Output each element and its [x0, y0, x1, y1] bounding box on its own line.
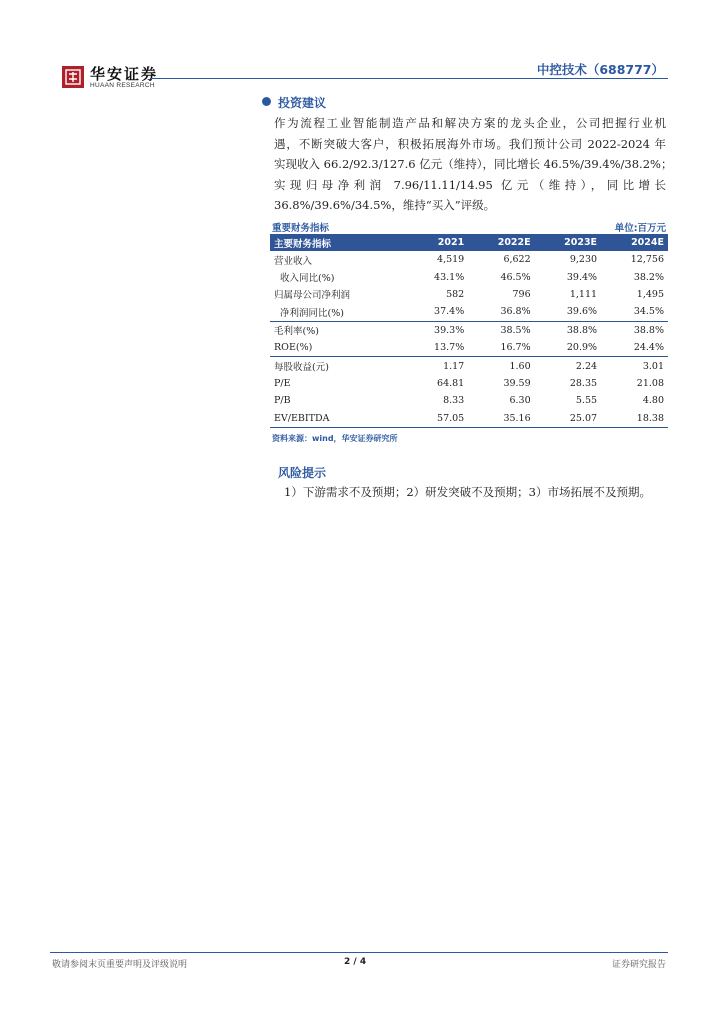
table-cell: 34.5% — [633, 306, 664, 318]
row-label: 营业收入 — [274, 255, 313, 267]
table-row — [270, 339, 668, 357]
table-row — [270, 286, 668, 303]
table-unit: 单位:百万元 — [614, 223, 666, 234]
section-title: 投资建议 — [278, 96, 327, 110]
table-cell: 20.9% — [566, 342, 598, 354]
table-cell: 5.55 — [575, 395, 598, 407]
table-cell: 4.80 — [642, 395, 664, 407]
table-caption: 重要财务指标 — [272, 223, 330, 234]
table-cell: 796 — [512, 288, 531, 300]
column-header: 2023E — [535, 234, 601, 251]
logo-text-cn: 华安证券 — [90, 65, 159, 83]
table-row — [270, 392, 668, 409]
table-cell: 1,111 — [569, 288, 598, 300]
paragraph-line: 遇，不断突破大客户，积极拓展海外市场。我们预计公司 2022-2024 年 — [274, 136, 666, 151]
row-label: 毛利率(%) — [270, 321, 406, 339]
column-header: 2024E — [601, 234, 668, 251]
table-cell: 64.81 — [437, 377, 465, 389]
table-cell: 4,519 — [437, 254, 465, 266]
table-cell: 46.5% — [500, 271, 531, 283]
table-row — [270, 410, 668, 428]
column-header: 2021 — [406, 234, 468, 251]
table-cell: 582 — [446, 288, 465, 300]
risk-title: 风险提示 — [278, 466, 327, 480]
table-cell: 21.08 — [636, 377, 664, 389]
table-cell: 12,756 — [630, 254, 664, 266]
bullet-icon — [262, 97, 271, 106]
column-header: 主要财务指标 — [270, 234, 406, 251]
risk-text: 1）下游需求不及预期；2）研发突破不及预期；3）市场拓展不及预期。 — [284, 485, 651, 499]
table-cell: 25.07 — [535, 410, 601, 428]
footer-divider — [50, 952, 668, 953]
header-divider — [150, 78, 668, 79]
row-label: P/E — [274, 377, 291, 389]
table-row — [270, 321, 668, 339]
table-cell: 38.5% — [468, 321, 534, 339]
table-row — [270, 303, 668, 321]
table-cell: 8.33 — [443, 395, 465, 407]
table-cell: 1.17 — [406, 357, 468, 375]
table-cell: 18.38 — [601, 410, 668, 428]
row-label: 净利润同比(%) — [280, 307, 344, 319]
table-cell: 38.2% — [633, 271, 664, 283]
table-cell: 16.7% — [500, 342, 531, 354]
row-label: 归属母公司净利润 — [274, 290, 351, 302]
logo-text-en: HUAAN RESEARCH — [90, 82, 155, 89]
table-cell: 2.24 — [535, 357, 601, 375]
report-title: 中控技术（688777） — [536, 62, 664, 77]
row-label: 每股收益(元) — [270, 357, 406, 375]
table-cell: 57.05 — [406, 410, 468, 428]
table-cell: 3.01 — [601, 357, 668, 375]
table-cell: 35.16 — [468, 410, 534, 428]
financial-table — [270, 234, 668, 428]
paragraph-line: 36.8%/39.6%/34.5%，维持“买入”评级。 — [274, 198, 496, 213]
table-header-row — [270, 234, 668, 251]
paragraph-line: 实现收入 66.2/92.3/127.6 亿元（维持），同比增长 46.5%/39.4%/38.2%； — [274, 157, 673, 172]
investment-paragraph — [274, 113, 673, 216]
table-cell: 1,495 — [636, 288, 664, 300]
table-cell: 39.4% — [566, 271, 598, 283]
table-cell: 6.30 — [509, 395, 531, 407]
table-cell: 36.8% — [500, 306, 531, 318]
table-cell: 39.59 — [503, 377, 531, 389]
table-cell: 39.6% — [566, 306, 598, 318]
table-cell: 37.4% — [434, 306, 465, 318]
row-label: P/B — [274, 395, 291, 407]
paragraph-line: 实现归母净利润 7.96/11.11/14.95 亿元（维持），同比增长 — [274, 177, 666, 192]
footer-report-type: 证券研究报告 — [611, 960, 666, 970]
table-cell: 38.8% — [601, 321, 668, 339]
table-cell: 39.3% — [406, 321, 468, 339]
table-cell: 9,230 — [569, 254, 598, 266]
table-cell: 38.8% — [535, 321, 601, 339]
paragraph-line: 作为流程工业智能制造产品和解决方案的龙头企业，公司把握行业机 — [274, 116, 666, 130]
row-label: ROE(%) — [274, 342, 313, 354]
row-label: EV/EBITDA — [270, 410, 406, 428]
column-header: 2022E — [468, 234, 534, 251]
table-cell: 24.4% — [633, 342, 664, 354]
table-cell: 28.35 — [569, 377, 598, 389]
table-source: 资料来源：wind，华安证券研究所 — [272, 434, 398, 443]
table-row — [270, 268, 668, 285]
logo-mark — [62, 66, 84, 88]
table-cell: 43.1% — [434, 271, 465, 283]
table-row — [270, 251, 668, 268]
row-label: 收入同比(%) — [280, 273, 335, 285]
page-number: 2 / 4 — [344, 957, 367, 967]
table-row — [270, 375, 668, 392]
logo-seal-icon — [65, 69, 81, 85]
table-cell: 6,622 — [503, 254, 531, 266]
table-row — [270, 357, 668, 375]
table-cell: 1.60 — [468, 357, 534, 375]
footer-disclaimer: 敬请参阅末页重要声明及评级说明 — [52, 960, 188, 970]
table-cell: 13.7% — [434, 342, 465, 354]
